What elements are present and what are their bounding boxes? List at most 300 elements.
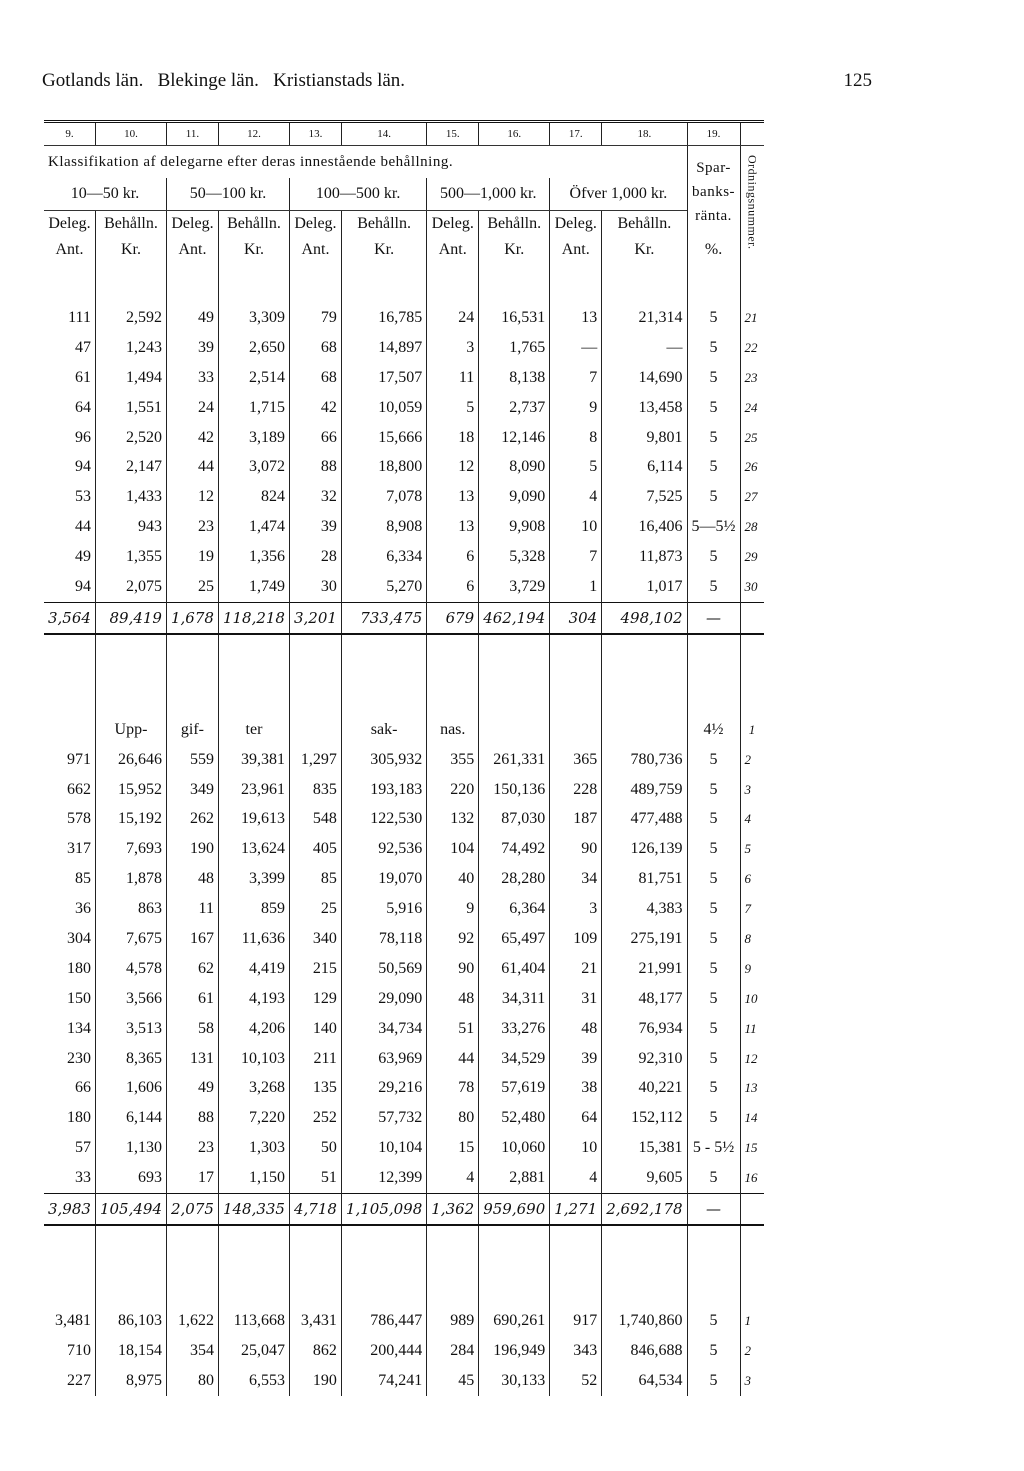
table-cell: 29,216 xyxy=(341,1073,426,1103)
spacer-cell xyxy=(341,1225,426,1266)
table-cell: 19 xyxy=(166,542,218,572)
table-cell: 15,952 xyxy=(95,775,166,805)
table-cell: 86,103 xyxy=(95,1306,166,1336)
spacer-cell xyxy=(550,675,602,715)
table-row xyxy=(44,834,764,864)
total-cell: 148,335 xyxy=(218,1194,289,1225)
table-cell: 3,431 xyxy=(289,1306,341,1336)
table-cell: 14,690 xyxy=(602,363,687,393)
row-ordinal: 2 xyxy=(740,1336,764,1366)
table-cell: 227 xyxy=(66,1371,91,1389)
table-cell: 85 xyxy=(74,870,91,888)
spacer-cell xyxy=(289,263,341,303)
table-cell: 7,220 xyxy=(218,1103,289,1133)
group-heading: Öfver 1,000 kr. xyxy=(550,178,687,211)
spacer-cell xyxy=(479,1225,550,1266)
table-cell: 5 xyxy=(687,363,740,393)
table-row xyxy=(44,1103,764,1133)
column-number: 15. xyxy=(427,122,479,146)
table-cell: 7,693 xyxy=(95,834,166,864)
table-cell: 44 xyxy=(74,518,91,536)
table-cell: 23 xyxy=(166,1133,218,1163)
table-cell: 25 xyxy=(166,572,218,602)
table-cell: 9 xyxy=(550,393,602,423)
table-cell: 40,221 xyxy=(602,1073,687,1103)
table-cell: 24 xyxy=(166,393,218,423)
table-cell: 275,191 xyxy=(602,924,687,954)
table-cell: 15,192 xyxy=(95,804,166,834)
table-cell: 88 xyxy=(289,452,341,482)
table-cell: 355 xyxy=(427,745,479,775)
group-heading: 50—100 kr. xyxy=(166,178,289,211)
spacer-cell xyxy=(602,263,687,303)
behalln-heading: Behålln. xyxy=(95,211,166,238)
spacer-cell xyxy=(341,634,426,675)
table-cell: 228 xyxy=(550,775,602,805)
spacer-cell xyxy=(602,1266,687,1306)
spacer-cell xyxy=(550,634,602,675)
table-row xyxy=(44,333,764,363)
table-cell: 30 xyxy=(289,572,341,602)
ant-heading: Ant. xyxy=(166,237,218,263)
table-cell: 131 xyxy=(166,1044,218,1074)
table-cell: 13 xyxy=(427,482,479,512)
spacer-cell xyxy=(740,1266,764,1306)
table-cell: 10,104 xyxy=(341,1133,426,1163)
table-cell: 6,364 xyxy=(479,894,550,924)
table-cell: 34,311 xyxy=(479,984,550,1014)
table-cell: 65,497 xyxy=(479,924,550,954)
table-cell: 11,636 xyxy=(218,924,289,954)
table-cell: 49 xyxy=(166,1073,218,1103)
table-cell: 261,331 xyxy=(479,745,550,775)
table-cell: 917 xyxy=(550,1306,602,1336)
table-cell: 5 xyxy=(687,804,740,834)
table-cell: 693 xyxy=(95,1163,166,1193)
table-cell: 1,474 xyxy=(218,512,289,542)
spacer-cell xyxy=(602,1225,687,1266)
row-ordinal: 30 xyxy=(740,572,764,602)
table-cell: 2,592 xyxy=(95,303,166,333)
table-cell: 5 xyxy=(427,393,479,423)
table-cell: 5 xyxy=(687,333,740,363)
table-cell: 5 xyxy=(687,542,740,572)
table-cell: 51 xyxy=(289,1163,341,1193)
table-row xyxy=(44,1163,764,1193)
table-cell: 3,399 xyxy=(218,864,289,894)
table-cell: 262 xyxy=(166,804,218,834)
column-number: 11. xyxy=(166,122,218,146)
table-cell: 6,334 xyxy=(341,542,426,572)
table-cell: 68 xyxy=(289,363,341,393)
table-cell: 19,070 xyxy=(341,864,426,894)
deleg-heading: Deleg. xyxy=(48,215,91,232)
unit-heading-row xyxy=(44,237,764,263)
total-cell: 118,218 xyxy=(218,602,289,633)
table-cell: 9,090 xyxy=(479,482,550,512)
spacer-cell xyxy=(550,263,602,303)
group-heading-row xyxy=(44,178,764,211)
table-cell: 80 xyxy=(166,1366,218,1396)
row-ordinal: 22 xyxy=(740,333,764,363)
table-cell: 152,112 xyxy=(602,1103,687,1133)
row-ordinal: 3 xyxy=(740,775,764,805)
table-cell: 284 xyxy=(427,1336,479,1366)
deleg-heading-row xyxy=(44,211,764,238)
table-cell: 85 xyxy=(289,864,341,894)
row-ordinal: 25 xyxy=(740,423,764,453)
table-row xyxy=(44,423,764,453)
spacer-cell xyxy=(687,1266,740,1306)
table-cell: 5 - 5½ xyxy=(687,1133,740,1163)
column-number xyxy=(740,122,764,146)
table-cell: 34,734 xyxy=(341,1014,426,1044)
spacer-cell xyxy=(341,675,426,715)
column-number: 16. xyxy=(479,122,550,146)
table-cell: 11 xyxy=(166,894,218,924)
table-cell: 4 xyxy=(550,482,602,512)
column-number: 19. xyxy=(687,122,740,146)
table-cell: 94 xyxy=(74,577,91,595)
table-cell: 3,072 xyxy=(218,452,289,482)
table-cell: 477,488 xyxy=(602,804,687,834)
table-cell: 50 xyxy=(289,1133,341,1163)
table-cell: 4,383 xyxy=(602,894,687,924)
table-cell: 14,897 xyxy=(341,333,426,363)
table-cell: 710 xyxy=(66,1341,91,1359)
table-cell: 66 xyxy=(74,1079,91,1097)
table-cell: 88 xyxy=(166,1103,218,1133)
total-cell: 3,983 xyxy=(44,1194,95,1225)
spacer-cell xyxy=(44,634,95,675)
spacer-cell xyxy=(289,675,341,715)
group-heading: 10—50 kr. xyxy=(44,178,166,211)
row-ordinal: 16 xyxy=(740,1163,764,1193)
table-cell: 13 xyxy=(550,303,602,333)
total-cell: 1,362 xyxy=(427,1194,479,1225)
total-cell: 89,419 xyxy=(95,602,166,633)
table-cell: 5 xyxy=(687,572,740,602)
total-cell: 498,102 xyxy=(602,602,687,633)
table-row xyxy=(44,1073,764,1103)
table-cell: 5 xyxy=(687,1306,740,1336)
row-ordinal: 28 xyxy=(740,512,764,542)
table-cell: 50,569 xyxy=(341,954,426,984)
table-cell: 193,183 xyxy=(341,775,426,805)
table-cell: 150,136 xyxy=(479,775,550,805)
table-cell: 13,458 xyxy=(602,393,687,423)
spacer-cell xyxy=(687,634,740,675)
label-row xyxy=(44,715,764,745)
table-cell: 1,622 xyxy=(166,1306,218,1336)
kr-heading: Kr. xyxy=(479,237,550,263)
table-row xyxy=(44,363,764,393)
table-cell: 113,668 xyxy=(218,1306,289,1336)
table-cell: 6,553 xyxy=(218,1366,289,1396)
table-cell: 33 xyxy=(74,1169,91,1187)
table-cell: 92,536 xyxy=(341,834,426,864)
table-cell: 1,715 xyxy=(218,393,289,423)
table-cell: 21,991 xyxy=(602,954,687,984)
table-cell: 11,873 xyxy=(602,542,687,572)
table-cell: 111 xyxy=(68,308,91,326)
spacer-cell xyxy=(479,675,550,715)
spacer-cell xyxy=(479,1266,550,1306)
table-row xyxy=(44,303,764,333)
table-cell: 1,355 xyxy=(95,542,166,572)
total-cell: 462,194 xyxy=(479,602,550,633)
row-ordinal: 23 xyxy=(740,363,764,393)
table-cell: 10 xyxy=(550,512,602,542)
table-cell: 63,969 xyxy=(341,1044,426,1074)
table-cell: 5 xyxy=(687,1336,740,1366)
table-cell: 559 xyxy=(166,745,218,775)
table-cell: 5 xyxy=(687,423,740,453)
table-cell: 29,090 xyxy=(341,984,426,1014)
table-row xyxy=(44,452,764,482)
spacer-cell xyxy=(341,1266,426,1306)
table-cell: 104 xyxy=(427,834,479,864)
table-cell: 835 xyxy=(289,775,341,805)
page-number: 125 xyxy=(843,70,872,91)
kr-heading: Kr. xyxy=(602,237,687,263)
spacer-cell xyxy=(166,263,218,303)
table-cell: 5,916 xyxy=(341,894,426,924)
table-row xyxy=(44,894,764,924)
spacer-cell xyxy=(166,1225,218,1266)
table-cell: 87,030 xyxy=(479,804,550,834)
table-cell: 9,801 xyxy=(602,423,687,453)
table-cell: 40 xyxy=(427,864,479,894)
spacer-cell xyxy=(479,634,550,675)
total-cell: 2,075 xyxy=(166,1194,218,1225)
table-cell: 1,765 xyxy=(479,333,550,363)
table-cell: 16,531 xyxy=(479,303,550,333)
table-cell: 10 xyxy=(550,1133,602,1163)
total-cell: 2,692,178 xyxy=(602,1194,687,1225)
table-cell: 42 xyxy=(166,423,218,453)
table-cell: 4,578 xyxy=(95,954,166,984)
table-cell: 129 xyxy=(289,984,341,1014)
table-cell: 6,114 xyxy=(602,452,687,482)
spacer-cell xyxy=(44,1266,95,1306)
table-cell: 36 xyxy=(74,900,91,918)
spacer-cell xyxy=(44,263,95,303)
table-cell: 74,241 xyxy=(341,1366,426,1396)
table-cell: 57 xyxy=(74,1139,91,1157)
spacer-cell xyxy=(289,1225,341,1266)
kr-heading: Kr. xyxy=(218,237,289,263)
table-cell: 10,103 xyxy=(218,1044,289,1074)
table-cell: 5 xyxy=(687,1014,740,1044)
table-row xyxy=(44,1306,764,1336)
table-cell: 180 xyxy=(66,959,91,977)
table-cell: 32 xyxy=(289,482,341,512)
table-cell: 49 xyxy=(166,303,218,333)
table-row xyxy=(44,775,764,805)
table-row xyxy=(44,572,764,602)
table-cell: 25 xyxy=(289,894,341,924)
total-cell: 733,475 xyxy=(341,602,426,633)
table-cell: 405 xyxy=(289,834,341,864)
table-cell: 51 xyxy=(427,1014,479,1044)
table-cell: 1,749 xyxy=(218,572,289,602)
spacer-row xyxy=(44,675,764,715)
spacer-cell xyxy=(95,1266,166,1306)
total-cell: 3,564 xyxy=(44,602,95,633)
row-ordinal: 4 xyxy=(740,804,764,834)
table-cell: 78 xyxy=(427,1073,479,1103)
table-cell: 4 xyxy=(550,1163,602,1193)
total-cell: 304 xyxy=(550,602,602,633)
total-cell xyxy=(740,602,764,633)
table-cell: 1,878 xyxy=(95,864,166,894)
table-cell: 17 xyxy=(166,1163,218,1193)
total-cell: 3,201 xyxy=(289,602,341,633)
table-row xyxy=(44,542,764,572)
ant-heading: Ant. xyxy=(550,237,602,263)
total-cell: 1,105,098 xyxy=(341,1194,426,1225)
table-cell: 187 xyxy=(550,804,602,834)
table-cell: 21,314 xyxy=(602,303,687,333)
table-cell: 190 xyxy=(166,834,218,864)
running-title: Gotlands län. Blekinge län. Kristianstads län. xyxy=(42,70,406,91)
table-cell: 489,759 xyxy=(602,775,687,805)
table-cell: 343 xyxy=(550,1336,602,1366)
row-ordinal: 7 xyxy=(740,894,764,924)
table-cell: 8 xyxy=(550,423,602,453)
column-number: 12. xyxy=(218,122,289,146)
table-row xyxy=(44,1336,764,1366)
table-cell: 68 xyxy=(289,333,341,363)
spacer-row xyxy=(44,634,764,675)
table-row xyxy=(44,984,764,1014)
table-cell: 5 xyxy=(687,954,740,984)
table-cell: 824 xyxy=(218,482,289,512)
table-cell: 1,243 xyxy=(95,333,166,363)
spacer-cell xyxy=(427,675,479,715)
total-cell: — xyxy=(687,602,740,633)
table-cell: 786,447 xyxy=(341,1306,426,1336)
spacer-cell xyxy=(602,634,687,675)
column-number: 18. xyxy=(602,122,687,146)
row-ordinal: 11 xyxy=(740,1014,764,1044)
table-cell: 5 xyxy=(687,452,740,482)
table-cell: 44 xyxy=(166,452,218,482)
table-cell: 78,118 xyxy=(341,924,426,954)
table-cell: 8,138 xyxy=(479,363,550,393)
kr-heading: Kr. xyxy=(341,237,426,263)
table-cell: 23,961 xyxy=(218,775,289,805)
table-cell: 252 xyxy=(289,1103,341,1133)
spacer-cell xyxy=(687,675,740,715)
label-cell: ter xyxy=(218,715,289,745)
table-cell: 1 xyxy=(550,572,602,602)
row-ordinal: 29 xyxy=(740,542,764,572)
spacer-cell xyxy=(341,263,426,303)
table-cell: 61,404 xyxy=(479,954,550,984)
table-cell: 52 xyxy=(550,1366,602,1396)
table-cell: 5 xyxy=(687,482,740,512)
spacer-cell xyxy=(479,263,550,303)
table-cell: 5 xyxy=(687,984,740,1014)
label-cell: sak- xyxy=(341,715,426,745)
row-ordinal: 27 xyxy=(740,482,764,512)
table-cell: 18 xyxy=(427,423,479,453)
table-cell: 11 xyxy=(427,363,479,393)
table-cell: 578 xyxy=(66,810,91,828)
row-ordinal: 1 xyxy=(740,1306,764,1336)
table-cell: 971 xyxy=(66,750,91,768)
table-cell: 90 xyxy=(550,834,602,864)
table-cell: 64 xyxy=(550,1103,602,1133)
row-ordinal: 12 xyxy=(740,1044,764,1074)
table-cell: 3,513 xyxy=(95,1014,166,1044)
table-cell: 3,566 xyxy=(95,984,166,1014)
table-cell: 7,675 xyxy=(95,924,166,954)
table-cell: 26,646 xyxy=(95,745,166,775)
spacer-cell xyxy=(44,1225,95,1266)
spacer-cell xyxy=(218,1225,289,1266)
table-cell: 2,881 xyxy=(479,1163,550,1193)
label-cell xyxy=(550,715,602,745)
table-cell: 10,060 xyxy=(479,1133,550,1163)
ant-heading: Ant. xyxy=(55,241,84,258)
table-cell: 5 xyxy=(687,1163,740,1193)
table-cell: 15 xyxy=(427,1133,479,1163)
table-cell: 8,908 xyxy=(341,512,426,542)
table-cell: 135 xyxy=(289,1073,341,1103)
kr-heading: Kr. xyxy=(95,237,166,263)
row-ordinal: 10 xyxy=(740,984,764,1014)
table-cell: 18,800 xyxy=(341,452,426,482)
table-cell: 15,381 xyxy=(602,1133,687,1163)
table-cell: 96 xyxy=(74,428,91,446)
row-ordinal: 6 xyxy=(740,864,764,894)
column-number-row xyxy=(44,122,764,146)
table-cell: — xyxy=(550,333,602,363)
table-cell: 5 xyxy=(687,924,740,954)
table-row xyxy=(44,804,764,834)
table-cell: 21 xyxy=(550,954,602,984)
table-cell: 859 xyxy=(218,894,289,924)
total-cell: 1,271 xyxy=(550,1194,602,1225)
row-ordinal: 24 xyxy=(740,393,764,423)
table-cell: 3 xyxy=(427,333,479,363)
table-cell: 39 xyxy=(166,333,218,363)
table-cell: 33,276 xyxy=(479,1014,550,1044)
row-ordinal: 15 xyxy=(740,1133,764,1163)
table-cell: 354 xyxy=(166,1336,218,1366)
spacer-cell xyxy=(687,263,740,303)
total-cell xyxy=(740,1194,764,1225)
table-cell: 30,133 xyxy=(479,1366,550,1396)
table-row xyxy=(44,1366,764,1396)
table-cell: 94 xyxy=(74,458,91,476)
table-cell: 1,017 xyxy=(602,572,687,602)
spacer-cell xyxy=(95,675,166,715)
table-row xyxy=(44,512,764,542)
table-cell: 5 xyxy=(687,894,740,924)
ordinal-heading: Ordningsnummer. xyxy=(740,146,764,264)
spacer-cell xyxy=(550,1225,602,1266)
table-cell: 18,154 xyxy=(95,1336,166,1366)
table-cell: 53 xyxy=(74,488,91,506)
group-heading: 100—500 kr. xyxy=(289,178,426,211)
behalln-heading: Behålln. xyxy=(341,211,426,238)
table-cell: 5—5½ xyxy=(687,512,740,542)
total-row xyxy=(44,602,764,633)
